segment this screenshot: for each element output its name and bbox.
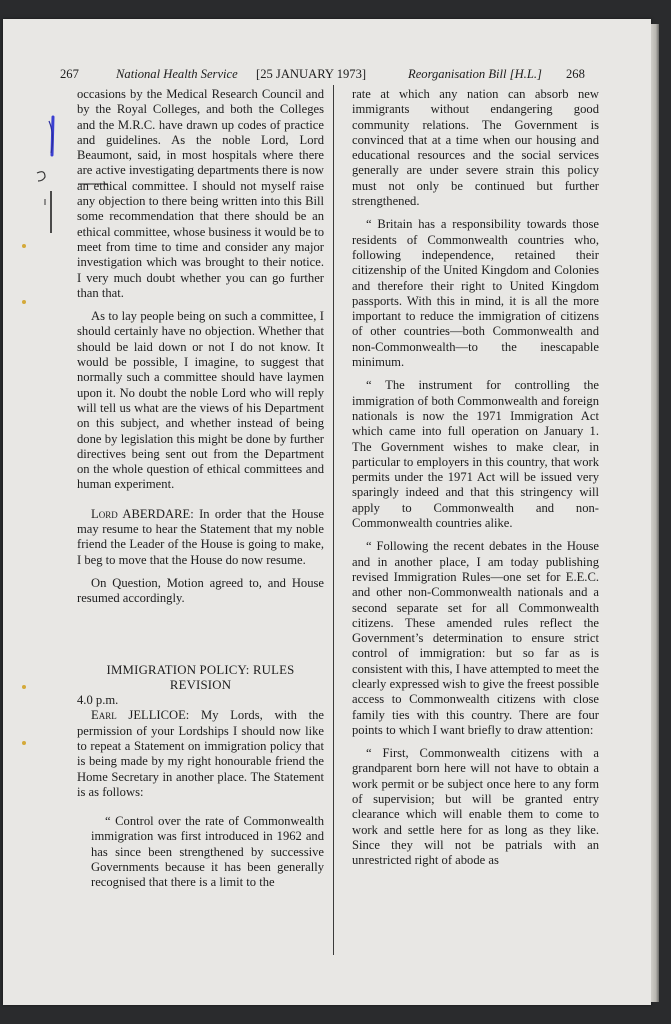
section-heading: IMMIGRATION POLICY: RULES REVISION: [106, 662, 295, 692]
margin-dot-icon: [22, 741, 26, 745]
quoted-statement: [77, 814, 324, 890]
document-page: [3, 19, 651, 1005]
running-title: National Health Service: [116, 67, 238, 81]
header-date: [25 JANUARY 1973]: [256, 67, 367, 81]
paragraph: On Question, Motion agreed to, and House resumed accordingly.: [77, 575, 324, 606]
margin-dot-icon: [22, 244, 26, 248]
speech-aberdare: [77, 507, 324, 568]
speaker-name: Lord ABERDARE: [91, 506, 191, 521]
speech-jellicoe: [77, 708, 324, 800]
paragraph: occasions by the Medical Research Council and by the Royal Colleges, and both the Colleges and the M.R.C. have drawn up codes of practice and guidelines. As the noble Lord, Lord Beaumont, said, in most hospitals where there are active investigating departments there is now an ethical committee. I should not myself raise any objection to there being written into this Bill some recommendation that there should be an ethical committee, whose business it would be to meet from time to time and consider any major investigation which was brought to their notice. I very much doubt whether you can go further than that.: [77, 87, 324, 300]
underline-mark-icon: [77, 182, 109, 186]
page-header: [3, 67, 651, 87]
paragraph: “ First, Commonwealth citizens with a grandparent born here will not have to obtain a work permit or be subject once here to any form of supervision; but will be granted entry clearance which will enable them to come to work and settle here for as long as they like. Since they will not be patrials with an unrestricted right of abode as: [352, 746, 599, 868]
paragraph: “ Britain has a responsibility towards those residents of Commonwealth countries who, following independence, retained their citizenship of the United Kingdom and Colonies and therefore their right to United Kingdom passports. With this in mind, it is all the more important to reduce the immigration of citizens of other countries—both Commonwealth and non-Commonwealth—to the inescapable minimum.: [352, 217, 599, 370]
speaker-name: Earl JELLICOE: [91, 708, 186, 723]
right-column: [352, 87, 599, 869]
margin-dot-icon: [22, 685, 26, 689]
page-number-right: 268: [566, 67, 585, 81]
speech-text: : In order that the House may resume to hear the Statement that my noble friend the Leader of the House is going to make, I beg to move that the House do now resume.: [77, 506, 324, 567]
paragraph: As to lay people being on such a committee, I should certainly have no objection. Whether that should be laid down or not I do not know. It would be possible, I imagine, to suggest that normally such a committee should have laymen upon it. No doubt the noble Lord who will reply will tell us what are the views of his Department on this subject, and whether instead of being done by legislation this might be done by further directives being sent out from the Department on the whole question of ethical committees and human experiment.: [77, 309, 324, 492]
header-bill: Reorganisation Bill [H.L.]: [408, 67, 542, 81]
paragraph: “ The instrument for controlling the immigration of both Commonwealth and foreign nationals is now the 1971 Immigration Act which came into full operation on January 1. The Government wishes to make clear, in particular to employers in this country, that work permits under the 1971 Act will be issued very sparingly indeed and that this stringency will apply to Commonwealth and non-Commonwealth countries alike.: [352, 378, 599, 531]
speech-text: : My Lords, with the permission of your Lordships I should now like to repeat a Statement on immigration policy that is being made by my right honourable friend the Home Secretary in another place. The Statement is as follows:: [77, 708, 324, 799]
handwritten-margin-mark-icon: [33, 115, 59, 235]
page-number-left: 267: [60, 67, 79, 81]
timestamp: 4.0 p.m.: [77, 693, 119, 708]
paragraph: rate at which any nation can absorb new immigrants without endangering good community relations. The Government is convinced that at a time when our housing and educational resources and the social services generally are under severe strain this policy must not only be continued but further strengthened.: [352, 87, 599, 209]
paragraph: “ Following the recent debates in the House and in another place, I am today publishing revised Immigration Rules—one set for E.E.C. and other non-Commonwealth nationals and a second separate set for all Commonwealth citizens. These amended rules reflect the Government’s determination to ensure strict control of immigration: but so far as is consistent with this, I have attempted to meet the clearly expressed wish to give the freest possible access to Commonwealth citizens with close family ties with this country. There are four points to which I want briefly to draw attention:: [352, 539, 599, 737]
page-edge: [651, 24, 659, 1002]
paragraph: “ Control over the rate of Commonwealth immigration was first introduced in 1962 and has since been strengthened by successive Governments because it has been generally recognised that there is a limit to the: [91, 814, 324, 890]
margin-dot-icon: [22, 300, 26, 304]
column-divider: [333, 85, 334, 955]
left-column: [77, 87, 324, 891]
